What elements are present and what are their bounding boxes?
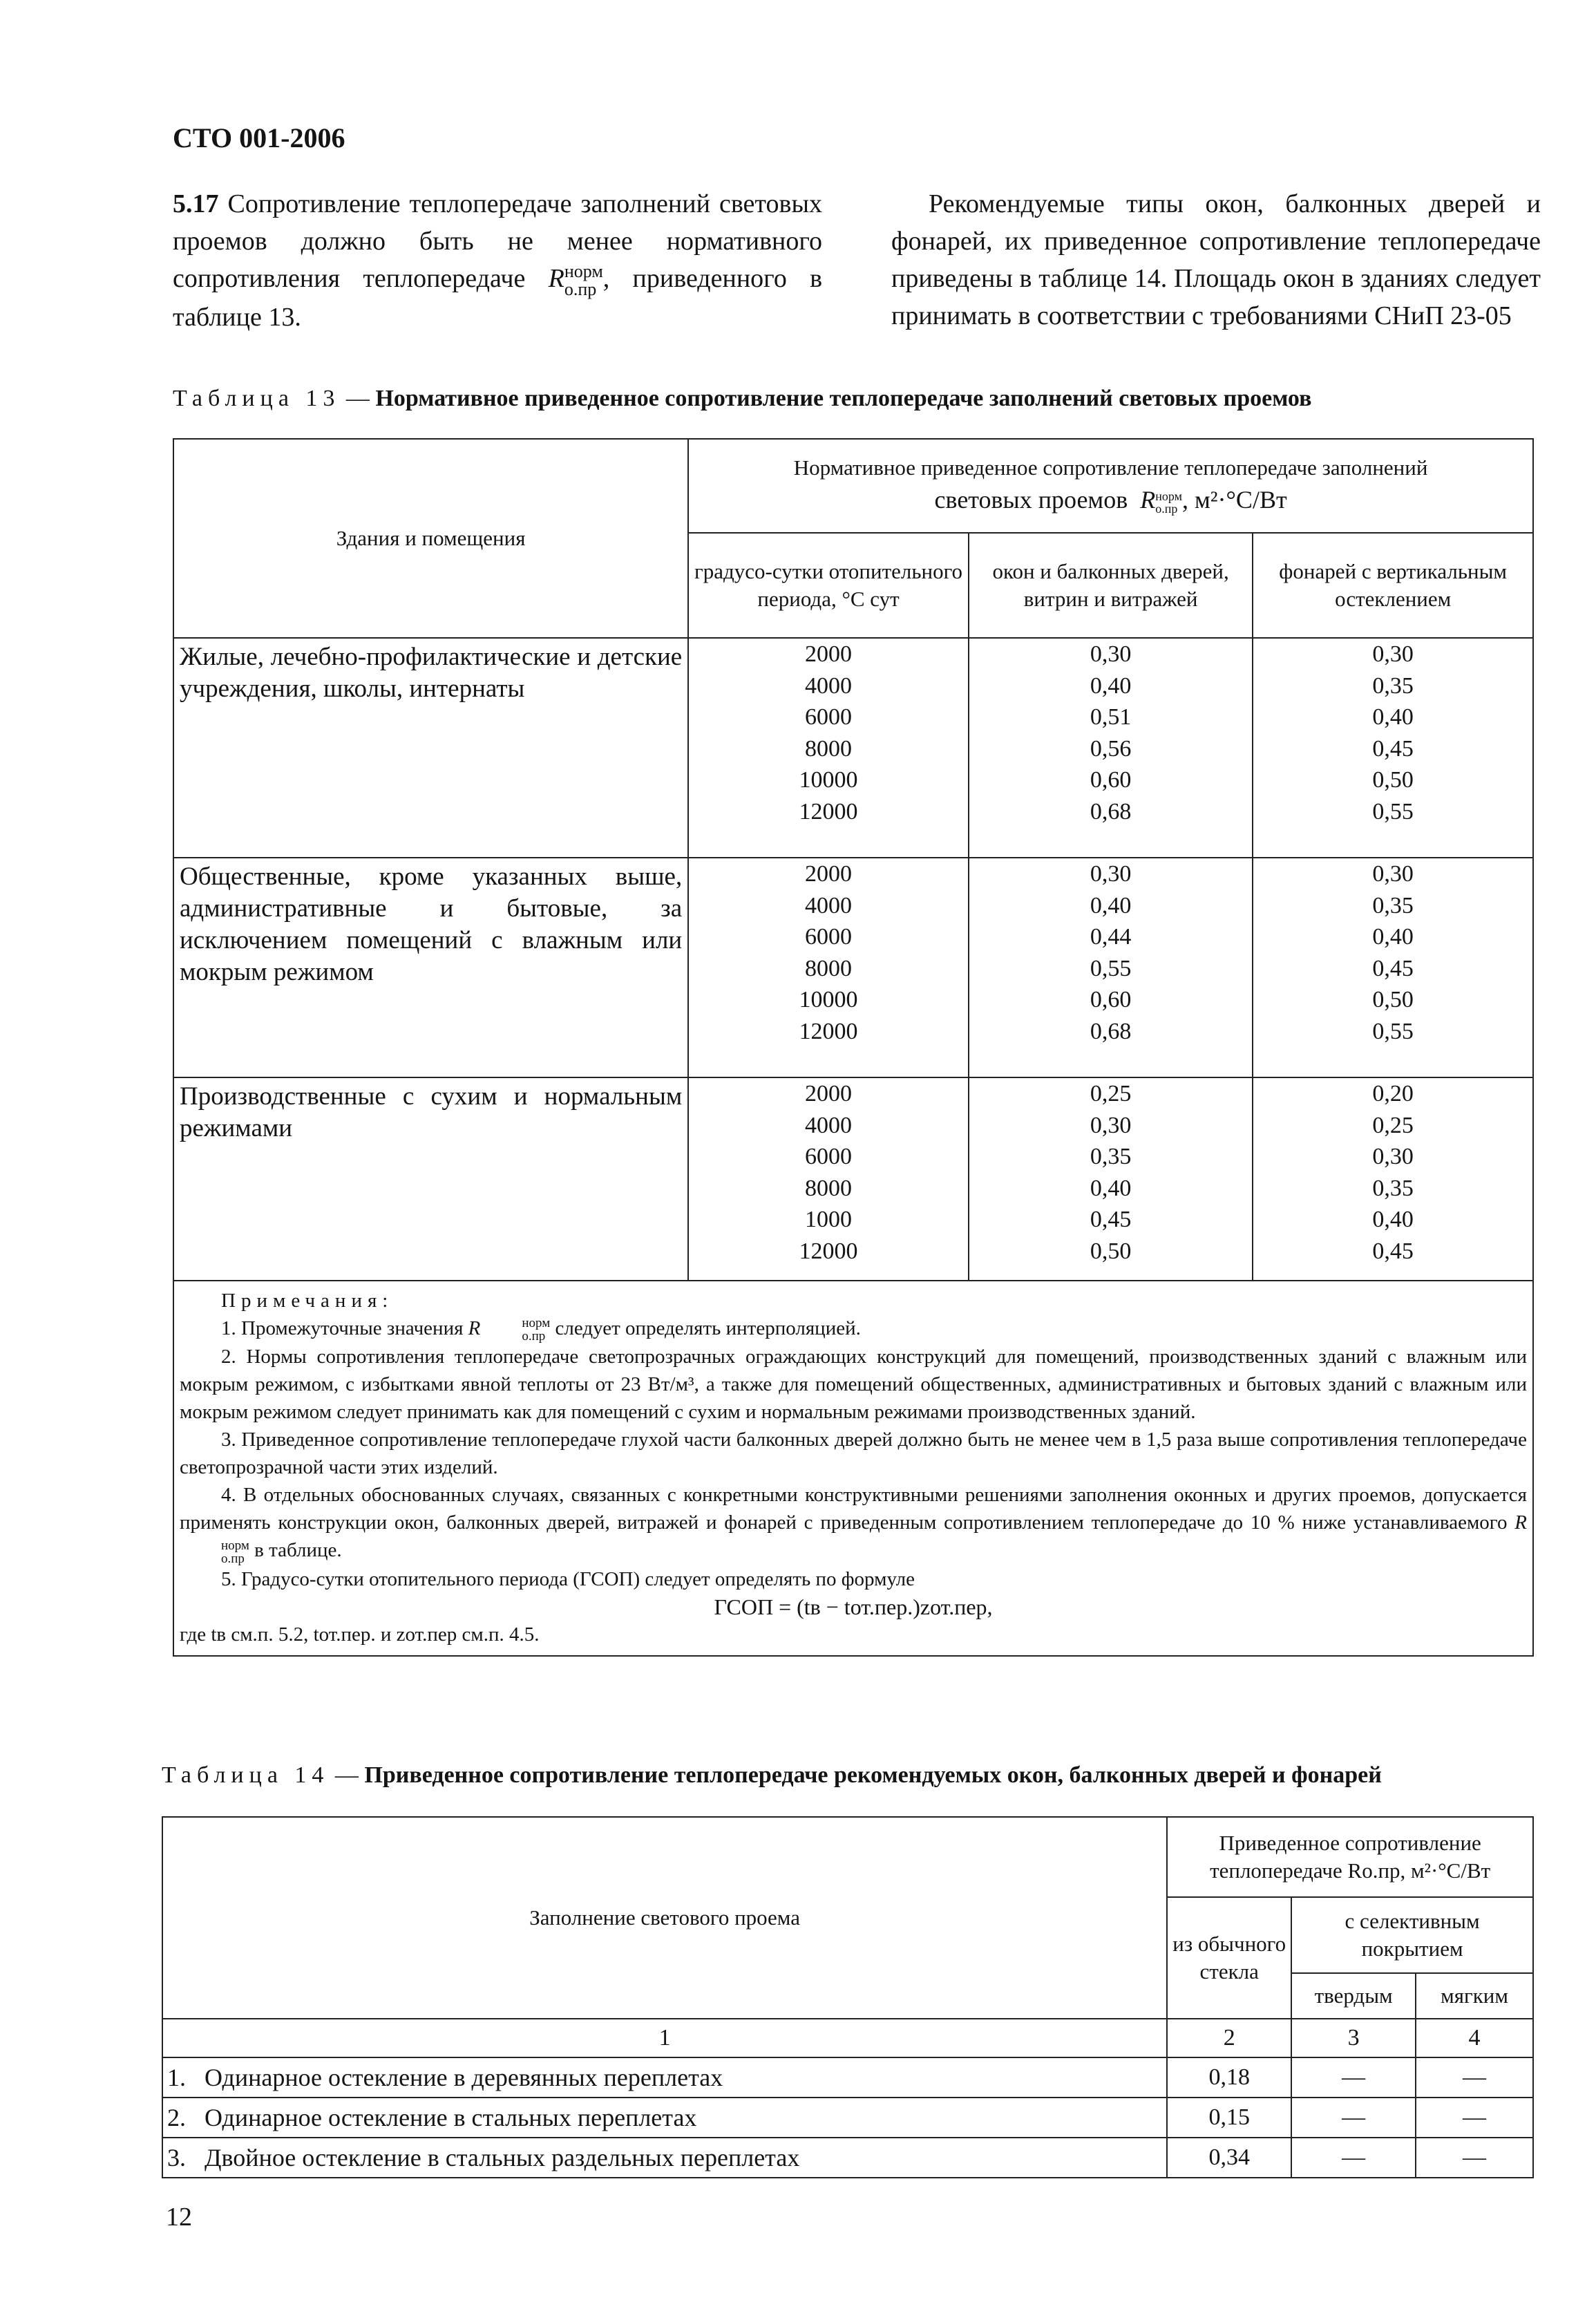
table13-notes xyxy=(173,1281,1533,1656)
section-text: Сопротивление теплопередаче заполнений световых проемов должно быть не менее нормативного сопротивления теплопередаче xyxy=(173,189,823,293)
section-right-text: Рекомендуемые типы окон, балконных дверей и фонарей, их приведенное сопротивление теплопередаче приведены в таблице 14. Площадь окон в зданиях следует принимать в соответствии с требованиями СНиП 23-05 xyxy=(891,189,1541,330)
group-3-name: Производственные с сухим и нормальным режимами xyxy=(173,1077,688,1281)
group-2-gsop: 2000 4000 6000 8000 10000 12000 xyxy=(688,858,969,1077)
group-1-windows: 0,30 0,40 0,51 0,56 0,60 0,68 xyxy=(969,638,1253,858)
head-lanterns: фонарей с вертикальным остеклением xyxy=(1253,533,1533,638)
note-2: 2. Нормы сопротивления теплопередаче светопрозрачных ограждающих конструкций для помещений, производственных зданий с влажным или мокрым режимом, с избытками явной теплоты от 23 Вт/м³, а также для помещений общественных, административных и бытовых зданий с влажным или мокрым режимом следует принимать как для помещений с сухим и нормальным режимами производственных зданий. xyxy=(180,1346,1527,1424)
note-3: 3. Приведенное сопротивление теплопередаче глухой части балконных дверей должно быть не менее чем в 1,5 раза выше сопротивления теплопередаче светопрозрачной части этих изделий. xyxy=(180,1429,1527,1479)
note-4: 4. В отдельных обоснованных случаях, связанных с конкретными конструктивными решениями заполнения оконных и других проемов, допускается применять конструкции окон, балконных дверей, витражей и фонарей с приведенным сопротивлением теплопередаче до 10 % ниже устанавливаемого R норм о.пр в таблице. xyxy=(180,1484,1527,1566)
section-number: 5.17 xyxy=(173,189,219,218)
group-1-gsop: 2000 4000 6000 8000 10000 12000 xyxy=(688,638,969,858)
table-row: 3. Двойное остекление в стальных раздельных переплетах 0,34 — — xyxy=(162,2138,1533,2178)
note-1: 1. Промежуточные значения R норм о.пр следует определять интерполяцией. xyxy=(221,1316,861,1344)
section-5-17-left xyxy=(173,185,822,336)
table-row: 2. Одинарное остекление в стальных переплетах 0,15 — — xyxy=(162,2098,1533,2138)
formula-where: где tв см.п. 5.2, tот.пер. и zот.пер см.п. 4.5. xyxy=(180,1623,540,1646)
head-r: Приведенное сопротивление теплопередаче Rо.пр, м²·°С/Вт xyxy=(1167,1817,1533,1897)
section-5-17-right xyxy=(891,185,1541,334)
table14-caption: Таблица 14 — Приведенное сопротивление теплопередаче рекомендуемых окон, балконных дверей и фонарей xyxy=(162,1762,1382,1788)
table13-caption: Таблица 13 — Нормативное приведенное сопротивление теплопередаче заполнений световых проемов xyxy=(173,386,1312,411)
head-selective: с селективным покрытием xyxy=(1291,1897,1533,1973)
head-windows: окон и балконных дверей, витрин и витражей xyxy=(969,533,1253,638)
gsop-formula: ГСОП = (tв − tот.пер.)zот.пер, xyxy=(714,1594,993,1619)
group-1-name: Жилые, лечебно-профилактические и детские учреждения, школы, интернаты xyxy=(173,638,688,858)
head-hard: твердым xyxy=(1291,1973,1416,2019)
table14-title: Приведенное сопротивление теплопередаче рекомендуемых окон, балконных дверей и фонарей xyxy=(364,1762,1382,1788)
head-ordinary: из обычного стекла xyxy=(1167,1897,1291,2019)
colnum-2: 2 xyxy=(1167,2019,1291,2057)
table-row: 1. Одинарное остекление в деревянных переплетах 0,18 — — xyxy=(162,2057,1533,2098)
head-buildings: Здания и помещения xyxy=(173,439,688,638)
r-symbol: R xyxy=(548,264,564,293)
group-2-windows: 0,30 0,40 0,44 0,55 0,60 0,68 xyxy=(969,858,1253,1077)
head-fill: Заполнение светового проема xyxy=(162,1817,1167,2019)
note-5: 5. Градусо-сутки отопительного периода (ГСОП) следует определять по формуле xyxy=(221,1567,915,1590)
colnum-1: 1 xyxy=(162,2019,1167,2057)
head-gsop: градусо-сутки отопительного периода, °С сут xyxy=(688,533,969,638)
group-1-lanterns: 0,30 0,35 0,40 0,45 0,50 0,55 xyxy=(1253,638,1533,858)
section-tail: , приведенного в таблице 13. xyxy=(173,264,823,332)
document-code: СТО 001-2006 xyxy=(173,122,345,153)
table-14 xyxy=(162,1816,1534,2178)
group-2-lanterns: 0,30 0,35 0,40 0,45 0,50 0,55 xyxy=(1253,858,1533,1077)
colnum-4: 4 xyxy=(1416,2019,1533,2057)
group-3-lanterns: 0,20 0,25 0,30 0,35 0,40 0,45 xyxy=(1253,1077,1533,1281)
page-number: 12 xyxy=(166,2203,192,2232)
head-soft: мягким xyxy=(1416,1973,1533,2019)
group-2-name: Общественные, кроме указанных выше, административные и бытовые, за исключением помещений с влажным или мокрым режимом xyxy=(173,858,688,1077)
r-sub: о.пр xyxy=(564,279,597,300)
r-sup: норм xyxy=(564,261,603,282)
head-norm: Нормативное приведенное сопротивление теплопередаче заполнений световых проемов R норм о.пр , м²·°С/Вт xyxy=(688,439,1533,533)
group-3-windows: 0,25 0,30 0,35 0,40 0,45 0,50 xyxy=(969,1077,1253,1281)
table-13 xyxy=(173,438,1534,1657)
table13-title: Нормативное приведенное сопротивление теплопередаче заполнений световых проемов xyxy=(375,386,1312,411)
group-3-gsop: 2000 4000 6000 8000 1000 12000 xyxy=(688,1077,969,1281)
notes-title: Примечания: xyxy=(221,1290,394,1312)
colnum-3: 3 xyxy=(1291,2019,1416,2057)
